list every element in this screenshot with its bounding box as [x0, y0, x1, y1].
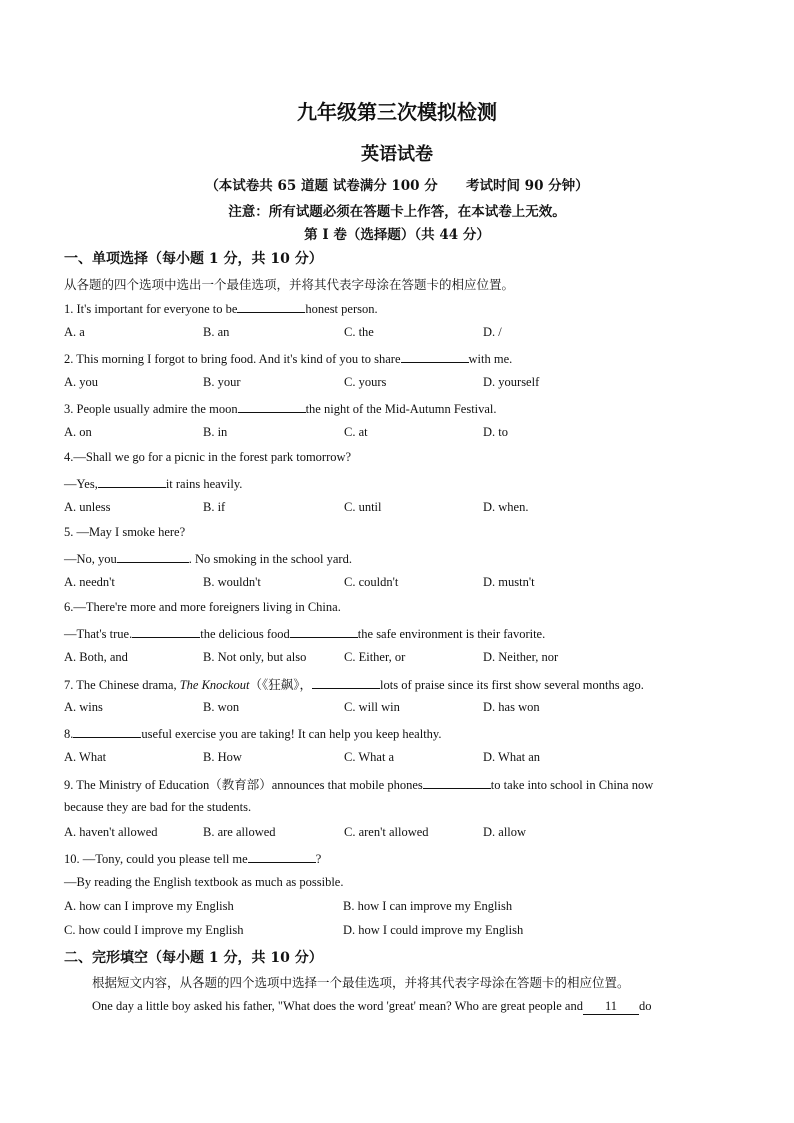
question-10: 10. —Tony, could you please tell me ? [64, 852, 322, 866]
option-c: C. What a [344, 750, 395, 764]
question-2: 2. This morning I forgot to bring food. And it's kind of you to share with me. [64, 352, 513, 366]
option-b: B. Not only, but also [203, 650, 307, 664]
question-5-reply: —No, you . No smoking in the school yard. [64, 552, 352, 566]
option-b: B. wouldn't [203, 575, 261, 589]
option-d: D. to [483, 425, 508, 439]
answer-blank [237, 300, 305, 313]
question-5: 5. —May I smoke here? [64, 525, 186, 539]
answer-blank [73, 725, 141, 738]
option-c: C. yours [344, 375, 387, 389]
section-1-instruction: 从各题的四个选项中选出一个最佳选项，并将其代表字母涂在答题卡的相应位置。 [64, 277, 515, 292]
option-c: C. until [344, 500, 382, 514]
option-b: B. an [203, 325, 230, 339]
question-8-options [64, 750, 764, 768]
option-d: D. how I could improve my English [343, 923, 524, 937]
section-2-heading: 二、完形填空（每小题 1 分，共 10 分） [64, 950, 323, 966]
answer-blank [401, 350, 469, 363]
option-a: A. a [64, 325, 85, 339]
option-b: B. are allowed [203, 825, 276, 839]
question-7-options [64, 700, 764, 718]
exam-title: 九年级第三次模拟检测 [297, 100, 497, 124]
option-d: D. / [483, 325, 502, 339]
option-d: D. Neither, nor [483, 650, 559, 664]
option-b: B. how I can improve my English [343, 899, 513, 913]
answer-blank [117, 550, 189, 563]
option-b: B. if [203, 500, 226, 514]
question-9-options [64, 825, 764, 843]
option-d: D. yourself [483, 375, 540, 389]
question-10-options-row2 [64, 923, 764, 941]
option-b: B. How [203, 750, 242, 764]
option-b: B. your [203, 375, 241, 389]
question-6-options [64, 650, 764, 668]
exam-info-right: 考试时间 90 分钟） [465, 178, 589, 194]
option-c: C. Either, or [344, 650, 406, 664]
part-title: 第 I 卷（选择题）（共 44 分） [304, 227, 490, 243]
option-c: C. aren't allowed [344, 825, 429, 839]
option-a: A. unless [64, 500, 111, 514]
question-9: 9. The Ministry of Education（教育部）announces that mobile phones to take into school in China now [64, 777, 654, 792]
passage-line-1: One day a little boy asked his father, "What does the word 'great' mean? Who are great people and 11 do [92, 999, 652, 1013]
exam-info [0, 174, 794, 194]
answer-blank [248, 850, 316, 863]
option-a: A. haven't allowed [64, 825, 158, 839]
section-2-instruction: 根据短文内容，从各题的四个选项中选择一个最佳选项，并将其代表字母涂在答题卡的相应位置。 [92, 975, 630, 990]
question-4-options [64, 500, 764, 518]
option-c: C. will win [344, 700, 400, 714]
section-1-heading: 一、单项选择（每小题 1 分，共 10 分） [64, 251, 323, 267]
option-a: A. needn't [64, 575, 115, 589]
option-d: D. mustn't [483, 575, 535, 589]
question-7: 7. The Chinese drama, The Knockout（《狂飙》， lots of praise since its first show several months ago. [64, 677, 644, 692]
question-6-reply: —That's true. the delicious food the safe environment is their favorite. [64, 627, 546, 641]
option-c: C. at [344, 425, 368, 439]
option-d: D. allow [483, 825, 527, 839]
answer-blank [132, 625, 200, 638]
option-b: B. in [203, 425, 228, 439]
option-a: A. wins [64, 700, 103, 714]
option-a: A. What [64, 750, 107, 764]
option-a: A. you [64, 375, 99, 389]
question-8: 8. useful exercise you are taking! It can help you keep healthy. [64, 727, 442, 741]
exam-notice: 注意：所有试题必须在答题卡上作答，在本试卷上无效。 [228, 204, 566, 220]
exam-subtitle: 英语试卷 [361, 144, 433, 165]
question-10-reply: —By reading the English textbook as much as possible. [64, 875, 344, 889]
option-d: D. What an [483, 750, 541, 764]
cloze-blank-11: 11 [583, 999, 639, 1015]
question-3-options [64, 425, 764, 443]
option-b: B. won [203, 700, 240, 714]
question-1: 1. It's important for everyone to be honest person. [64, 302, 378, 316]
question-10-options-row1 [64, 899, 764, 917]
option-d: D. when. [483, 500, 529, 514]
question-3: 3. People usually admire the moon the night of the Mid-Autumn Festival. [64, 402, 497, 416]
option-c: C. the [344, 325, 374, 339]
option-c: C. couldn't [344, 575, 399, 589]
question-9-cont: because they are bad for the students. [64, 800, 252, 814]
option-a: A. Both, and [64, 650, 128, 664]
option-c: C. how could I improve my English [64, 923, 244, 937]
exam-info-left: （本试卷共 65 道题 试卷满分 100 分 [205, 178, 438, 194]
question-5-options [64, 575, 764, 593]
answer-blank [98, 475, 166, 488]
answer-blank [290, 625, 358, 638]
answer-blank [238, 400, 306, 413]
question-2-options [64, 375, 764, 393]
question-4: 4.—Shall we go for a picnic in the forest park tomorrow? [64, 450, 352, 464]
question-6: 6.—There're more and more foreigners living in China. [64, 600, 341, 614]
option-a: A. how can I improve my English [64, 899, 234, 913]
answer-blank [312, 676, 380, 689]
question-1-options [64, 325, 764, 343]
question-4-reply: —Yes, it rains heavily. [64, 477, 243, 491]
answer-blank [423, 776, 491, 789]
option-a: A. on [64, 425, 92, 439]
option-d: D. has won [483, 700, 540, 714]
